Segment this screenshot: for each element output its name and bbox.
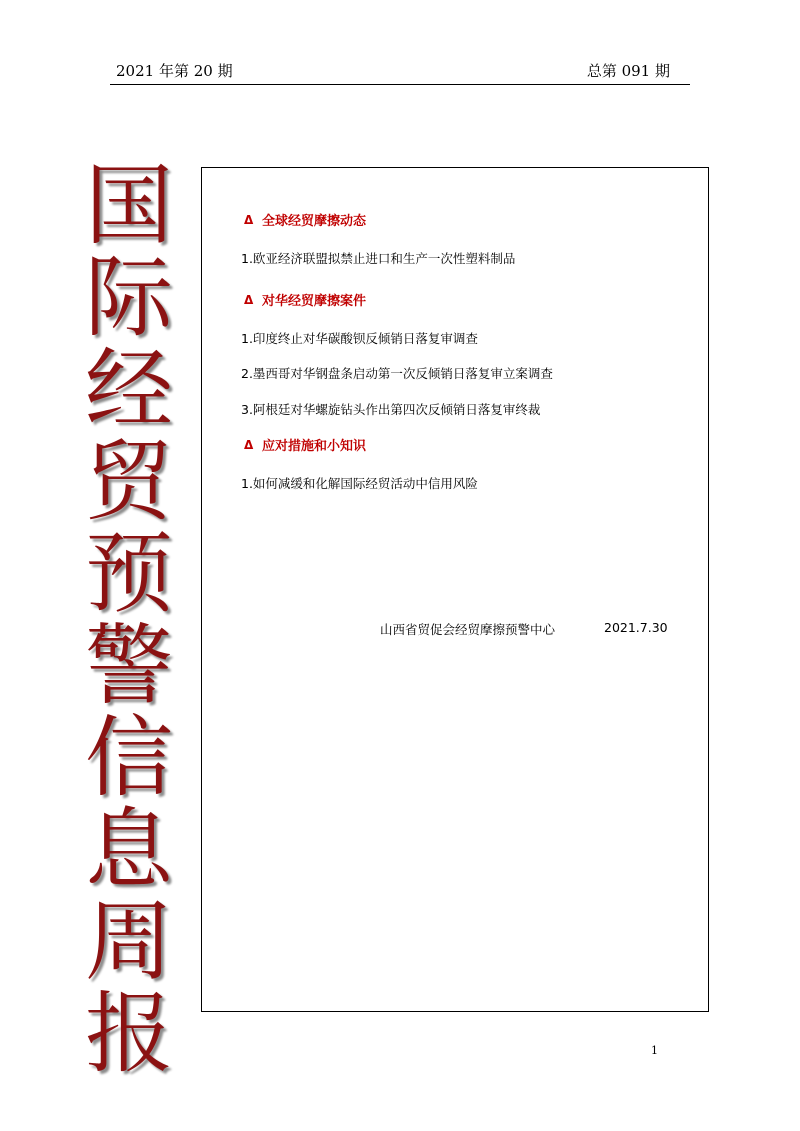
title-char: 经 [84,338,173,441]
contents-item: 1.欧亚经济联盟拟禁止进口和生产一次性塑料制品 [241,251,516,266]
contents-item: 1.印度终止对华碳酸钡反倾销日落复审调查 [241,331,478,346]
section-title-text: 全球经贸摩擦动态 [262,214,367,229]
contents-box [201,167,709,1012]
section-title-text: 应对措施和小知识 [262,439,367,454]
title-char: 际 [84,246,173,349]
title-char: 报 [84,982,173,1085]
title-char: 警 [84,614,173,717]
title-char: 预 [84,522,173,625]
section-title-text: 对华经贸摩擦案件 [262,294,367,309]
page-header [110,58,690,85]
page-number: 1 [651,1044,658,1057]
title-char: 信 [84,706,173,809]
vertical-title [74,154,184,1085]
triangle-icon: Δ [244,437,254,452]
title-char: 息 [84,798,173,901]
triangle-icon: Δ [244,292,254,307]
triangle-icon: Δ [244,212,254,227]
contents-item: 3.阿根廷对华螺旋钻头作出第四次反倾销日落复审终裁 [241,402,541,417]
title-char: 周 [84,890,173,993]
title-char: 贸 [84,430,173,533]
section-title-china-cases [244,290,366,309]
issue-number: 2021 年第 20 期 [116,62,233,80]
title-char: 国 [84,154,173,257]
section-title-measures [244,435,366,454]
contents-item: 1.如何减缓和化解国际经贸活动中信用风险 [241,476,478,491]
contents-item: 2.墨西哥对华钢盘条启动第一次反倾销日落复审立案调查 [241,366,553,381]
section-title-global [244,210,366,229]
total-issue-number: 总第 091 期 [586,62,670,80]
publish-date: 2021.7.30 [604,620,668,635]
publisher-name: 山西省贸促会经贸摩擦预警中心 [380,622,556,637]
